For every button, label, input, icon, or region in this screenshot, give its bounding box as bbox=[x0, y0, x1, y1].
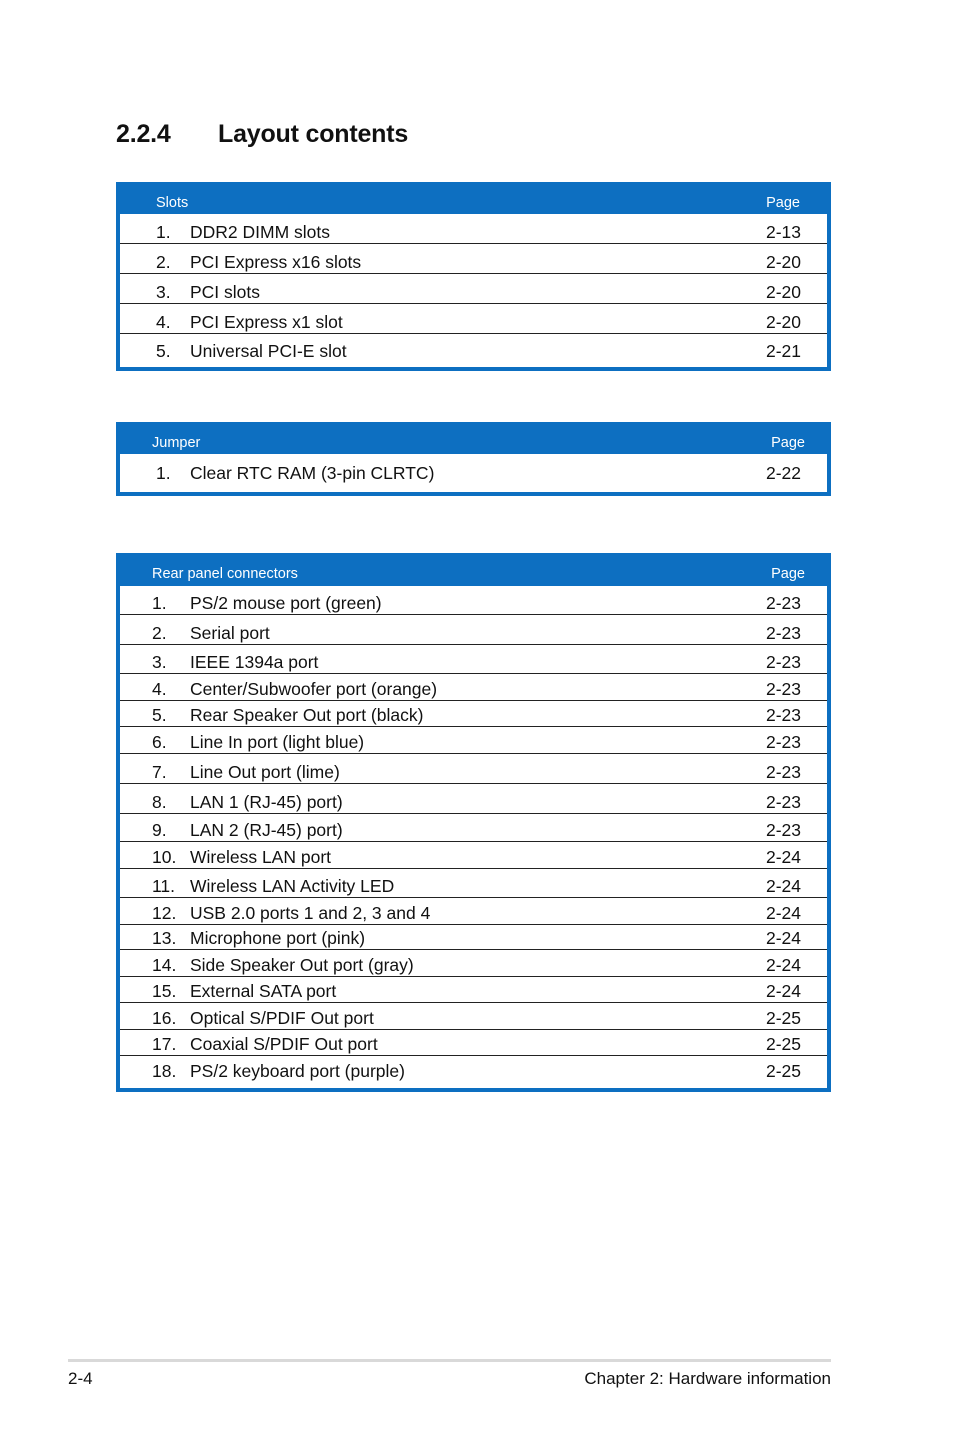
table-row bbox=[120, 304, 827, 334]
row-label: Wireless LAN port bbox=[190, 847, 332, 867]
row-page: 2-25 bbox=[765, 1034, 801, 1054]
table-row bbox=[120, 950, 827, 977]
row-label: Universal PCI-E slot bbox=[190, 341, 347, 361]
row-number: 14. bbox=[152, 955, 177, 975]
row-page: 2-23 bbox=[765, 652, 801, 672]
row-label: Line Out port (lime) bbox=[190, 762, 340, 782]
row-label: Coaxial S/PDIF Out port bbox=[190, 1034, 378, 1054]
row-label: Optical S/PDIF Out port bbox=[190, 1008, 374, 1028]
row-label: LAN 2 (RJ-45) port) bbox=[190, 820, 343, 840]
row-label: Clear RTC RAM (3-pin CLRTC) bbox=[190, 463, 435, 483]
table-row bbox=[120, 244, 827, 274]
row-page: 2-24 bbox=[765, 955, 801, 975]
row-label: PS/2 mouse port (green) bbox=[190, 593, 382, 613]
row-label: Serial port bbox=[190, 623, 270, 643]
row-label: Line In port (light blue) bbox=[190, 732, 365, 752]
row-page: 2-20 bbox=[765, 252, 801, 272]
section-title: Layout contents bbox=[218, 120, 409, 148]
row-page: 2-20 bbox=[765, 312, 801, 332]
table-row bbox=[120, 898, 827, 925]
row-page: 2-25 bbox=[765, 1061, 801, 1081]
row-number: 7. bbox=[152, 762, 167, 782]
table-row bbox=[120, 1030, 827, 1056]
row-number: 5. bbox=[156, 341, 171, 361]
table-row bbox=[120, 615, 827, 645]
table-row bbox=[120, 842, 827, 869]
row-number: 9. bbox=[152, 820, 167, 840]
slots-table-header bbox=[120, 182, 827, 214]
row-number: 16. bbox=[152, 1008, 177, 1028]
row-label: Center/Subwoofer port (orange) bbox=[190, 679, 438, 699]
table-row bbox=[120, 727, 827, 754]
table-row bbox=[120, 214, 827, 244]
row-label: PS/2 keyboard port (purple) bbox=[190, 1061, 405, 1081]
row-number: 3. bbox=[152, 652, 167, 672]
rear-panel-table bbox=[116, 553, 831, 1092]
table-row bbox=[120, 754, 827, 784]
row-number: 5. bbox=[152, 705, 167, 725]
row-number: 17. bbox=[152, 1034, 177, 1054]
row-label: Rear Speaker Out port (black) bbox=[190, 705, 424, 725]
row-number: 10. bbox=[152, 847, 177, 867]
row-number: 2. bbox=[152, 623, 167, 643]
row-page: 2-23 bbox=[765, 820, 801, 840]
row-label: Side Speaker Out port (gray) bbox=[190, 955, 414, 975]
table-row bbox=[120, 1003, 827, 1030]
slots-table bbox=[116, 182, 831, 371]
row-number: 3. bbox=[156, 282, 171, 302]
row-page: 2-24 bbox=[765, 847, 801, 867]
footer-chapter-title: Chapter 2: Hardware information bbox=[584, 1369, 831, 1388]
row-page: 2-22 bbox=[765, 463, 801, 483]
row-number: 13. bbox=[152, 928, 177, 948]
rear-table-header bbox=[120, 553, 827, 586]
row-number: 1. bbox=[156, 463, 171, 483]
row-page: 2-23 bbox=[765, 593, 801, 613]
row-page: 2-23 bbox=[765, 679, 801, 699]
row-label: PCI slots bbox=[190, 282, 261, 302]
table-row bbox=[120, 274, 827, 304]
row-number: 2. bbox=[156, 252, 171, 272]
jumper-header-page: Page bbox=[771, 435, 805, 451]
row-number: 11. bbox=[152, 876, 176, 896]
row-number: 15. bbox=[152, 981, 177, 1001]
section-number: 2.2.4 bbox=[116, 120, 171, 148]
row-page: 2-23 bbox=[765, 623, 801, 643]
footer-page-number: 2-4 bbox=[68, 1369, 93, 1388]
row-page: 2-25 bbox=[765, 1008, 801, 1028]
table-row bbox=[120, 814, 827, 842]
row-page: 2-24 bbox=[765, 928, 801, 948]
jumper-table-header bbox=[120, 422, 827, 454]
table-row bbox=[120, 674, 827, 701]
row-number: 4. bbox=[152, 679, 167, 699]
slots-rows bbox=[120, 214, 827, 367]
row-page: 2-24 bbox=[765, 876, 801, 896]
rear-header-page: Page bbox=[771, 566, 805, 582]
table-row bbox=[120, 1056, 827, 1088]
row-label: PCI Express x16 slots bbox=[190, 252, 362, 272]
jumper-rows bbox=[120, 454, 827, 492]
row-page: 2-23 bbox=[765, 705, 801, 725]
footer-divider bbox=[68, 1359, 831, 1362]
row-label: IEEE 1394a port bbox=[190, 652, 319, 672]
table-row bbox=[120, 454, 827, 492]
row-number: 8. bbox=[152, 792, 167, 812]
row-label: Wireless LAN Activity LED bbox=[190, 876, 395, 896]
row-page: 2-21 bbox=[765, 341, 801, 361]
table-row bbox=[120, 645, 827, 674]
row-label: USB 2.0 ports 1 and 2, 3 and 4 bbox=[190, 903, 431, 923]
slots-header-label: Slots bbox=[156, 195, 189, 211]
rear-rows bbox=[120, 586, 827, 1088]
row-label: Microphone port (pink) bbox=[190, 928, 366, 948]
table-row bbox=[120, 869, 827, 898]
jumper-header-label: Jumper bbox=[152, 435, 201, 451]
jumper-table bbox=[116, 422, 831, 496]
row-number: 18. bbox=[152, 1061, 177, 1081]
row-label: External SATA port bbox=[190, 981, 337, 1001]
slots-header-page: Page bbox=[766, 195, 800, 211]
row-page: 2-24 bbox=[765, 903, 801, 923]
rear-header-label: Rear panel connectors bbox=[152, 566, 298, 582]
row-page: 2-23 bbox=[765, 732, 801, 752]
section-heading bbox=[116, 120, 408, 149]
row-label: LAN 1 (RJ-45) port) bbox=[190, 792, 343, 812]
table-row bbox=[120, 586, 827, 615]
row-page: 2-20 bbox=[765, 282, 801, 302]
row-number: 4. bbox=[156, 312, 171, 332]
table-row bbox=[120, 701, 827, 727]
row-label: DDR2 DIMM slots bbox=[190, 222, 331, 242]
row-page: 2-24 bbox=[765, 981, 801, 1001]
table-row bbox=[120, 334, 827, 367]
row-label: PCI Express x1 slot bbox=[190, 312, 343, 332]
row-page: 2-13 bbox=[765, 222, 801, 242]
row-page: 2-23 bbox=[765, 792, 801, 812]
table-row bbox=[120, 925, 827, 950]
row-number: 1. bbox=[156, 222, 171, 242]
row-number: 12. bbox=[152, 903, 177, 923]
row-number: 6. bbox=[152, 732, 167, 752]
row-page: 2-23 bbox=[765, 762, 801, 782]
table-row bbox=[120, 977, 827, 1003]
row-number: 1. bbox=[152, 593, 167, 613]
table-row bbox=[120, 784, 827, 814]
